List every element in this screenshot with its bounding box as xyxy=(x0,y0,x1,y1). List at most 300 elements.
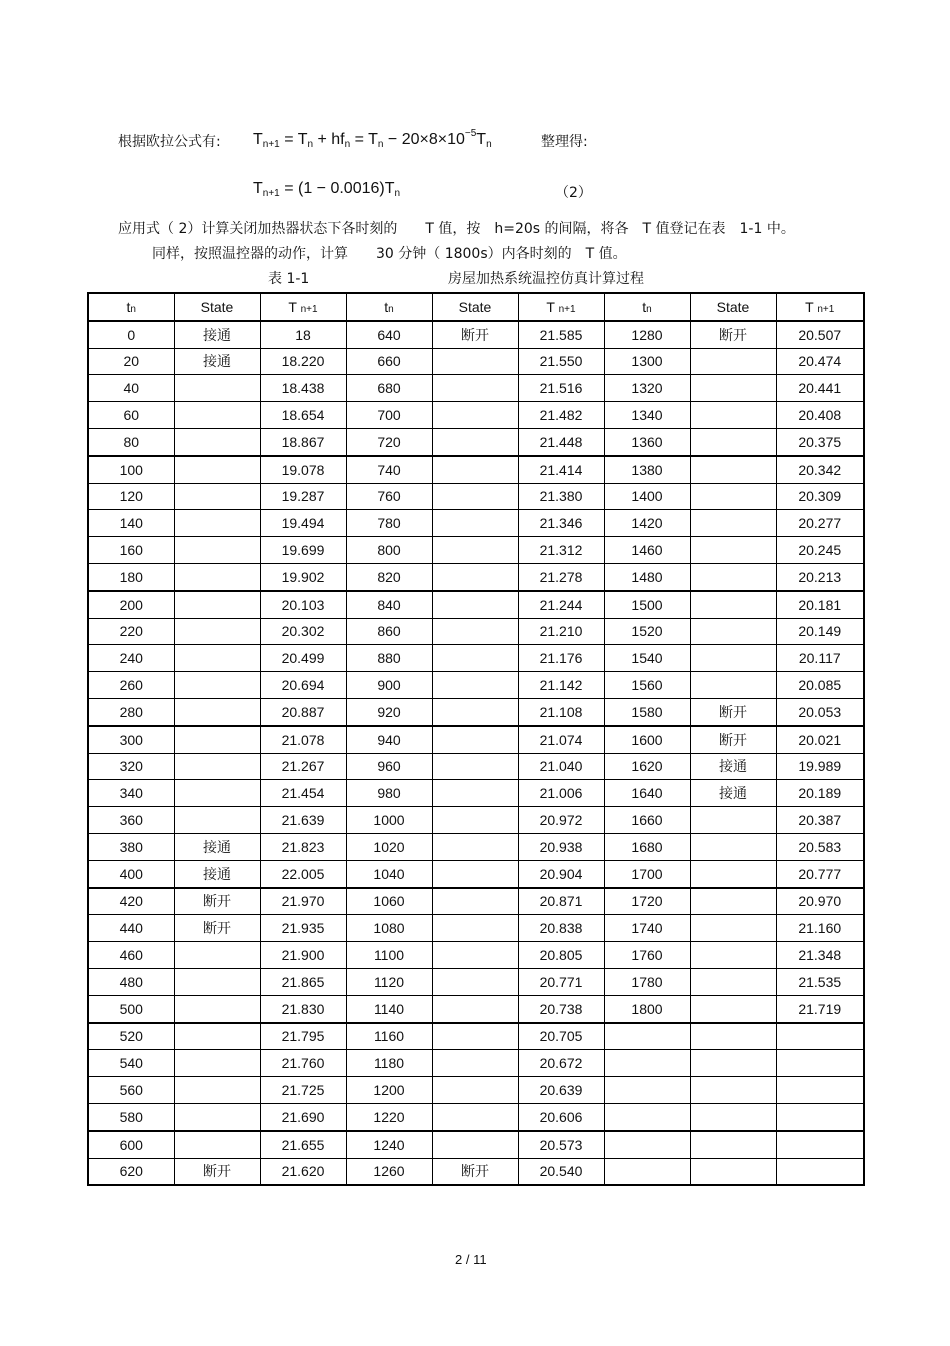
table-cell xyxy=(690,348,776,375)
table-cell: 980 xyxy=(346,780,432,807)
table-cell: 21.690 xyxy=(260,1103,346,1130)
table-cell xyxy=(690,618,776,645)
table-row xyxy=(88,753,864,780)
table-cell: 20.938 xyxy=(518,833,604,860)
table-cell xyxy=(432,780,518,807)
table-row xyxy=(88,1103,864,1130)
table-cell: 断开 xyxy=(174,1158,260,1185)
table-cell: 断开 xyxy=(174,915,260,942)
table-cell: 100 xyxy=(88,456,174,483)
table-cell: 接通 xyxy=(690,753,776,780)
table-cell xyxy=(432,1023,518,1050)
table-cell: 20.972 xyxy=(518,807,604,834)
table-cell: 220 xyxy=(88,618,174,645)
table-cell xyxy=(690,483,776,510)
table-cell xyxy=(690,833,776,860)
table-cell: 20.474 xyxy=(776,348,864,375)
table-cell: 19.287 xyxy=(260,483,346,510)
table-cell xyxy=(604,1103,690,1130)
table-cell: 18.867 xyxy=(260,428,346,455)
table-cell: 860 xyxy=(346,618,432,645)
table-cell: 20.181 xyxy=(776,591,864,618)
table-cell: 20.887 xyxy=(260,698,346,725)
table-cell: 120 xyxy=(88,483,174,510)
table-cell: 20.606 xyxy=(518,1103,604,1130)
table-row xyxy=(88,348,864,375)
table-cell: 1280 xyxy=(604,321,690,348)
table-cell: 20.103 xyxy=(260,591,346,618)
table-cell: 21.550 xyxy=(518,348,604,375)
table-cell: 20.583 xyxy=(776,833,864,860)
table-cell xyxy=(174,645,260,672)
table-cell: 19.078 xyxy=(260,456,346,483)
table-cell xyxy=(776,1023,864,1050)
intro-after: 整理得: xyxy=(541,134,588,150)
table-cell: 880 xyxy=(346,645,432,672)
table-cell: 21.585 xyxy=(518,321,604,348)
table-cell: 21.346 xyxy=(518,510,604,537)
table-cell xyxy=(432,833,518,860)
table-cell: 20.213 xyxy=(776,563,864,590)
header-t: tn xyxy=(604,293,690,321)
table-cell: 1460 xyxy=(604,537,690,564)
table-cell: 21.620 xyxy=(260,1158,346,1185)
table-cell: 480 xyxy=(88,968,174,995)
table-cell: 19.699 xyxy=(260,537,346,564)
table-cell: 1200 xyxy=(346,1077,432,1104)
header-t: tn xyxy=(88,293,174,321)
table-cell xyxy=(432,807,518,834)
table-cell xyxy=(432,402,518,429)
table-cell: 断开 xyxy=(174,888,260,915)
table-cell: 21.278 xyxy=(518,563,604,590)
table-cell xyxy=(690,537,776,564)
table-cell xyxy=(776,1131,864,1158)
table-cell xyxy=(174,1131,260,1158)
table-cell: 1240 xyxy=(346,1131,432,1158)
table-cell: 1480 xyxy=(604,563,690,590)
header-state: State xyxy=(174,293,260,321)
table-cell xyxy=(776,1050,864,1077)
table-cell: 21.006 xyxy=(518,780,604,807)
table-cell xyxy=(174,402,260,429)
table-title: 房屋加热系统温控仿真计算过程 xyxy=(448,271,644,287)
table-cell: 20.871 xyxy=(518,888,604,915)
table-cell: 560 xyxy=(88,1077,174,1104)
table-cell: 1160 xyxy=(346,1023,432,1050)
table-cell: 20 xyxy=(88,348,174,375)
table-cell: 21.795 xyxy=(260,1023,346,1050)
table-cell: 1000 xyxy=(346,807,432,834)
table-cell: 接通 xyxy=(174,833,260,860)
table-cell: 1040 xyxy=(346,860,432,887)
table-cell xyxy=(432,1103,518,1130)
table-row xyxy=(88,1131,864,1158)
table-cell: 21.725 xyxy=(260,1077,346,1104)
table-cell xyxy=(432,995,518,1022)
table-row xyxy=(88,1050,864,1077)
table-cell: 1320 xyxy=(604,375,690,402)
simulation-table xyxy=(87,292,865,1186)
table-row xyxy=(88,618,864,645)
table-cell: 1100 xyxy=(346,942,432,969)
table-row xyxy=(88,968,864,995)
table-cell: 接通 xyxy=(174,860,260,887)
table-cell: 断开 xyxy=(432,1158,518,1185)
table-cell: 620 xyxy=(88,1158,174,1185)
table-cell: 21.830 xyxy=(260,995,346,1022)
table-cell xyxy=(690,942,776,969)
table-cell xyxy=(432,672,518,699)
equation-2-number: （2） xyxy=(555,185,592,201)
table-cell: 780 xyxy=(346,510,432,537)
table-cell: 320 xyxy=(88,753,174,780)
euler-equation: $T_{n+1} = T_n + hf_n = T_n - 20\times 8\times 10^{-5}T_n$ xyxy=(253,128,492,150)
table-cell: 840 xyxy=(346,591,432,618)
table-cell: 1560 xyxy=(604,672,690,699)
table-cell: 1800 xyxy=(604,995,690,1022)
table-cell: 21.535 xyxy=(776,968,864,995)
table-cell: 760 xyxy=(346,483,432,510)
table-cell xyxy=(174,995,260,1022)
table-cell: 240 xyxy=(88,645,174,672)
table-cell xyxy=(174,428,260,455)
table-cell xyxy=(174,1077,260,1104)
table-cell: 260 xyxy=(88,672,174,699)
table-cell xyxy=(432,537,518,564)
table-cell: 21.935 xyxy=(260,915,346,942)
table-row xyxy=(88,456,864,483)
equation-2: $T_{n+1} = (1 - 0.0016)T_n$ xyxy=(253,180,401,199)
table-cell xyxy=(432,860,518,887)
table-cell xyxy=(690,1131,776,1158)
table-cell: 540 xyxy=(88,1050,174,1077)
table-cell: 20.838 xyxy=(518,915,604,942)
table-cell xyxy=(690,968,776,995)
table-row xyxy=(88,780,864,807)
table-cell xyxy=(174,591,260,618)
table-row xyxy=(88,402,864,429)
table-cell: 21.348 xyxy=(776,942,864,969)
table-cell: 460 xyxy=(88,942,174,969)
table-cell xyxy=(432,483,518,510)
table-cell: 20.245 xyxy=(776,537,864,564)
table-cell: 20.904 xyxy=(518,860,604,887)
table-cell xyxy=(690,563,776,590)
table-cell xyxy=(690,1158,776,1185)
table-cell xyxy=(174,563,260,590)
table-cell xyxy=(432,888,518,915)
table-cell: 1400 xyxy=(604,483,690,510)
table-row xyxy=(88,995,864,1022)
table-cell: 20.805 xyxy=(518,942,604,969)
table-cell: 20.387 xyxy=(776,807,864,834)
table-row xyxy=(88,698,864,725)
table-row xyxy=(88,1158,864,1185)
table-row xyxy=(88,645,864,672)
table-cell: 21.760 xyxy=(260,1050,346,1077)
table-cell: 21.312 xyxy=(518,537,604,564)
table-cell: 20.771 xyxy=(518,968,604,995)
table-cell: 1220 xyxy=(346,1103,432,1130)
table-cell: 21.639 xyxy=(260,807,346,834)
table-cell xyxy=(432,1131,518,1158)
header-t: tn xyxy=(346,293,432,321)
table-cell: 700 xyxy=(346,402,432,429)
table-cell: 920 xyxy=(346,698,432,725)
table-cell: 140 xyxy=(88,510,174,537)
table-cell xyxy=(604,1023,690,1050)
table-row xyxy=(88,563,864,590)
table-cell: 20.021 xyxy=(776,726,864,753)
table-cell: 180 xyxy=(88,563,174,590)
table-cell: 21.482 xyxy=(518,402,604,429)
table-row xyxy=(88,726,864,753)
table-cell: 20.672 xyxy=(518,1050,604,1077)
table-cell xyxy=(690,995,776,1022)
table-row xyxy=(88,888,864,915)
page-number: 2 / 11 xyxy=(455,1252,487,1267)
table-cell: 20.408 xyxy=(776,402,864,429)
table-cell: 20.970 xyxy=(776,888,864,915)
table-cell: 1600 xyxy=(604,726,690,753)
table-cell: 21.719 xyxy=(776,995,864,1022)
table-cell: 280 xyxy=(88,698,174,725)
table-cell: 21.900 xyxy=(260,942,346,969)
table-cell: 21.516 xyxy=(518,375,604,402)
table-cell: 20.507 xyxy=(776,321,864,348)
table-cell: 21.078 xyxy=(260,726,346,753)
table-cell: 21.970 xyxy=(260,888,346,915)
table-cell xyxy=(174,537,260,564)
table-cell: 断开 xyxy=(690,726,776,753)
table-cell xyxy=(174,780,260,807)
table-row xyxy=(88,537,864,564)
table-cell: 18 xyxy=(260,321,346,348)
table-cell: 20.738 xyxy=(518,995,604,1022)
table-cell xyxy=(776,1077,864,1104)
table-cell xyxy=(776,1158,864,1185)
table-cell xyxy=(432,968,518,995)
table-cell: 20.277 xyxy=(776,510,864,537)
table-cell xyxy=(690,1077,776,1104)
table-cell: 1020 xyxy=(346,833,432,860)
table-cell xyxy=(432,753,518,780)
table-cell: 1740 xyxy=(604,915,690,942)
table-cell: 断开 xyxy=(690,321,776,348)
table-row xyxy=(88,1023,864,1050)
table-cell: 20.499 xyxy=(260,645,346,672)
table-cell xyxy=(174,942,260,969)
table-cell: 19.902 xyxy=(260,563,346,590)
table-cell: 1060 xyxy=(346,888,432,915)
table-cell: 820 xyxy=(346,563,432,590)
table-cell: 1120 xyxy=(346,968,432,995)
table-cell: 1360 xyxy=(604,428,690,455)
table-cell: 20.149 xyxy=(776,618,864,645)
table-row xyxy=(88,510,864,537)
table-cell xyxy=(690,510,776,537)
table-cell xyxy=(604,1077,690,1104)
table-cell xyxy=(604,1050,690,1077)
table-cell: 19.989 xyxy=(776,753,864,780)
table-cell: 1520 xyxy=(604,618,690,645)
table-cell xyxy=(690,591,776,618)
table-cell: 900 xyxy=(346,672,432,699)
table-number: 表 1-1 xyxy=(268,271,310,287)
table-row xyxy=(88,375,864,402)
table-cell xyxy=(432,698,518,725)
table-cell: 340 xyxy=(88,780,174,807)
table-cell xyxy=(432,1077,518,1104)
table-cell xyxy=(174,1103,260,1130)
table-cell xyxy=(432,726,518,753)
table-cell xyxy=(690,375,776,402)
table-cell: 断开 xyxy=(690,698,776,725)
paragraph-line-1: 应用式（ 2）计算关闭加热器状态下各时刻的 T 值，按 h=20s 的间隔，将各 T 值登记在表 1-1 中。 xyxy=(118,221,795,237)
table-cell: 660 xyxy=(346,348,432,375)
table-cell: 300 xyxy=(88,726,174,753)
table-cell xyxy=(776,1103,864,1130)
table-cell: 500 xyxy=(88,995,174,1022)
table-cell xyxy=(174,968,260,995)
table-cell: 21.176 xyxy=(518,645,604,672)
table-cell: 20.342 xyxy=(776,456,864,483)
table-cell xyxy=(432,375,518,402)
table-cell: 18.220 xyxy=(260,348,346,375)
table-cell: 40 xyxy=(88,375,174,402)
table-cell: 1780 xyxy=(604,968,690,995)
table-cell: 20.085 xyxy=(776,672,864,699)
table-cell xyxy=(690,1023,776,1050)
table-cell xyxy=(690,645,776,672)
table-cell xyxy=(604,1131,690,1158)
table-cell xyxy=(174,698,260,725)
table-cell: 1500 xyxy=(604,591,690,618)
table-cell: 18.654 xyxy=(260,402,346,429)
table-cell xyxy=(174,807,260,834)
table-cell xyxy=(432,618,518,645)
table-cell xyxy=(690,1050,776,1077)
table-cell: 接通 xyxy=(174,348,260,375)
table-cell: 360 xyxy=(88,807,174,834)
table-cell: 21.040 xyxy=(518,753,604,780)
table-cell xyxy=(432,942,518,969)
table-cell: 1680 xyxy=(604,833,690,860)
table-cell: 20.053 xyxy=(776,698,864,725)
table-cell: 20.573 xyxy=(518,1131,604,1158)
table-cell: 20.540 xyxy=(518,1158,604,1185)
table-cell: 580 xyxy=(88,1103,174,1130)
table-cell xyxy=(432,645,518,672)
table-row xyxy=(88,942,864,969)
table-cell: 20.189 xyxy=(776,780,864,807)
table-cell: 640 xyxy=(346,321,432,348)
table-cell xyxy=(174,483,260,510)
table-cell xyxy=(432,915,518,942)
table-row xyxy=(88,860,864,887)
table-row xyxy=(88,833,864,860)
header-state: State xyxy=(690,293,776,321)
table-cell xyxy=(432,348,518,375)
table-cell: 20.375 xyxy=(776,428,864,455)
table-cell: 19.494 xyxy=(260,510,346,537)
header-state: State xyxy=(432,293,518,321)
table-cell: 22.005 xyxy=(260,860,346,887)
table-cell: 1620 xyxy=(604,753,690,780)
table-cell: 接通 xyxy=(174,321,260,348)
table-cell: 80 xyxy=(88,428,174,455)
table-cell: 20.777 xyxy=(776,860,864,887)
table-cell: 1660 xyxy=(604,807,690,834)
table-cell xyxy=(174,1023,260,1050)
table-row xyxy=(88,915,864,942)
table-cell: 20.639 xyxy=(518,1077,604,1104)
table-cell: 1260 xyxy=(346,1158,432,1185)
table-cell: 160 xyxy=(88,537,174,564)
table-cell xyxy=(690,888,776,915)
table-cell: 1720 xyxy=(604,888,690,915)
table-cell: 380 xyxy=(88,833,174,860)
table-cell xyxy=(432,591,518,618)
table-cell xyxy=(432,1050,518,1077)
table-cell: 21.108 xyxy=(518,698,604,725)
table-cell: 440 xyxy=(88,915,174,942)
table-cell: 1340 xyxy=(604,402,690,429)
table-cell: 20.309 xyxy=(776,483,864,510)
table-cell: 20.117 xyxy=(776,645,864,672)
table-cell: 1180 xyxy=(346,1050,432,1077)
table-row xyxy=(88,321,864,348)
table-cell: 断开 xyxy=(432,321,518,348)
header-T: T n+1 xyxy=(776,293,864,321)
table-row xyxy=(88,807,864,834)
table-row xyxy=(88,672,864,699)
table-row xyxy=(88,428,864,455)
table-cell xyxy=(432,563,518,590)
table-cell: 940 xyxy=(346,726,432,753)
table-cell: 20.302 xyxy=(260,618,346,645)
table-cell: 1700 xyxy=(604,860,690,887)
intro-label: 根据欧拉公式有: xyxy=(118,134,221,150)
header-T: T n+1 xyxy=(518,293,604,321)
table-cell xyxy=(690,456,776,483)
table-cell xyxy=(432,510,518,537)
table-cell: 21.414 xyxy=(518,456,604,483)
table-cell xyxy=(174,456,260,483)
table-cell: 1420 xyxy=(604,510,690,537)
table-cell: 420 xyxy=(88,888,174,915)
table-row xyxy=(88,1077,864,1104)
table-cell: 接通 xyxy=(690,780,776,807)
table-cell: 21.142 xyxy=(518,672,604,699)
table-cell: 18.438 xyxy=(260,375,346,402)
table-cell xyxy=(174,375,260,402)
table-cell: 60 xyxy=(88,402,174,429)
table-cell: 20.694 xyxy=(260,672,346,699)
table-cell xyxy=(690,860,776,887)
table-cell: 740 xyxy=(346,456,432,483)
table-cell xyxy=(690,402,776,429)
table-cell: 400 xyxy=(88,860,174,887)
table-cell: 680 xyxy=(346,375,432,402)
table-cell: 21.267 xyxy=(260,753,346,780)
table-cell: 21.074 xyxy=(518,726,604,753)
table-cell: 960 xyxy=(346,753,432,780)
table-cell: 21.865 xyxy=(260,968,346,995)
table-cell xyxy=(174,510,260,537)
table-cell: 20.441 xyxy=(776,375,864,402)
